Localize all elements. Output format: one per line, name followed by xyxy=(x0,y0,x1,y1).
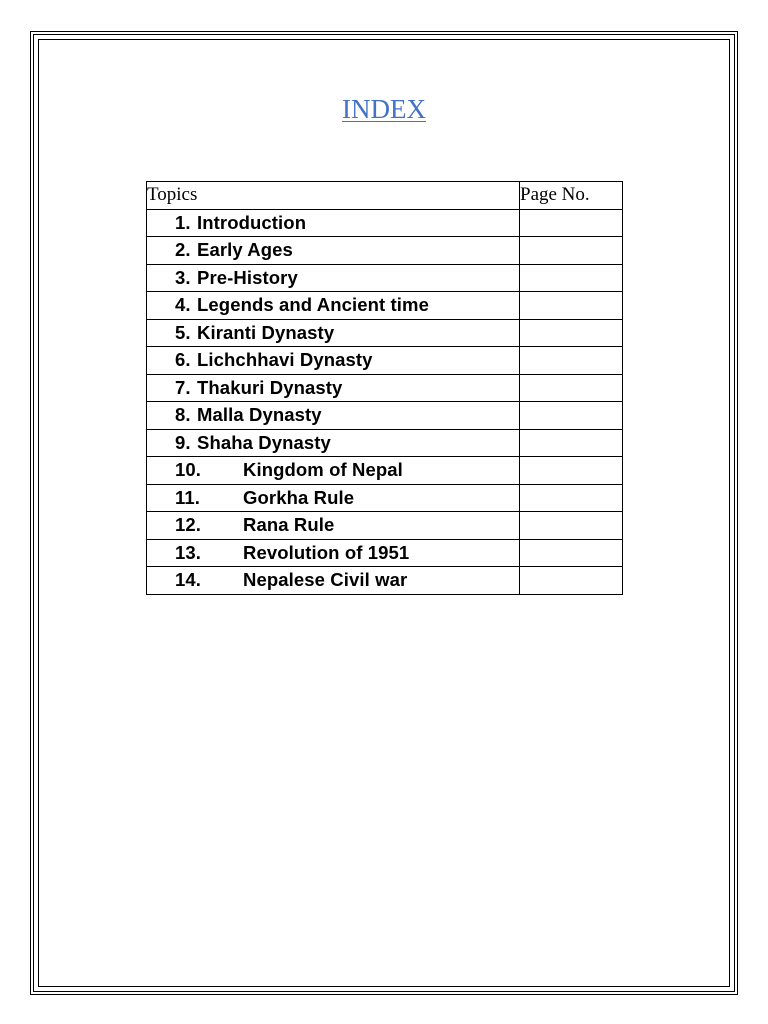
topic-label: Lichchhavi Dynasty xyxy=(197,349,373,371)
topic-cell xyxy=(147,209,520,237)
page-cell xyxy=(520,512,623,540)
table-row xyxy=(147,209,623,237)
table-row xyxy=(147,539,623,567)
index-table xyxy=(146,181,623,595)
topic-label: Thakuri Dynasty xyxy=(197,376,343,398)
page-cell xyxy=(520,567,623,595)
topic-cell xyxy=(147,567,520,595)
topic-number: 10. xyxy=(175,459,202,481)
topic-cell xyxy=(147,512,520,540)
table-row xyxy=(147,319,623,347)
topic-number: 9. xyxy=(175,431,191,453)
topic-cell xyxy=(147,539,520,567)
topic-cell xyxy=(147,457,520,485)
page-cell xyxy=(520,264,623,292)
table-row xyxy=(147,484,623,512)
table-row xyxy=(147,237,623,265)
topic-cell xyxy=(147,264,520,292)
page-title: INDEX xyxy=(342,94,426,124)
topic-cell xyxy=(147,484,520,512)
topic-number: 13. xyxy=(175,541,202,563)
topic-number: 14. xyxy=(175,569,202,591)
topic-number: 5. xyxy=(175,321,191,343)
topic-number: 2. xyxy=(175,239,191,261)
page-cell xyxy=(520,237,623,265)
table-row xyxy=(147,567,623,595)
table-row xyxy=(147,347,623,375)
topic-number: 7. xyxy=(175,376,191,398)
page-cell xyxy=(520,319,623,347)
topic-label: Early Ages xyxy=(197,239,293,261)
topic-number: 8. xyxy=(175,404,191,426)
page-cell xyxy=(520,292,623,320)
page-cell xyxy=(520,402,623,430)
topic-cell xyxy=(147,347,520,375)
topic-label: Kingdom of Nepal xyxy=(243,459,403,481)
table-header-row xyxy=(147,182,623,210)
page-cell xyxy=(520,209,623,237)
page-cell xyxy=(520,457,623,485)
table-row xyxy=(147,457,623,485)
topic-number: 3. xyxy=(175,266,191,288)
table-row xyxy=(147,292,623,320)
page-cell xyxy=(520,347,623,375)
topic-number: 11. xyxy=(175,486,200,508)
topics-header: Topics xyxy=(147,182,520,210)
table-row xyxy=(147,429,623,457)
topic-label: Kiranti Dynasty xyxy=(197,321,335,343)
topic-number: 12. xyxy=(175,514,202,536)
topic-label: Malla Dynasty xyxy=(197,404,322,426)
topic-number: 6. xyxy=(175,349,191,371)
topic-label: Rana Rule xyxy=(243,514,335,536)
page-no-header: Page No. xyxy=(520,182,623,210)
page-cell xyxy=(520,484,623,512)
topic-number: 1. xyxy=(175,211,191,233)
topic-label: Gorkha Rule xyxy=(243,486,355,508)
table-row xyxy=(147,512,623,540)
topic-cell xyxy=(147,319,520,347)
topic-label: Introduction xyxy=(197,211,307,233)
table-row xyxy=(147,402,623,430)
table-row xyxy=(147,374,623,402)
topic-cell xyxy=(147,292,520,320)
topic-cell xyxy=(147,402,520,430)
topic-cell xyxy=(147,429,520,457)
page-cell xyxy=(520,374,623,402)
table-row xyxy=(147,264,623,292)
topic-number: 4. xyxy=(175,294,191,316)
topic-label: Revolution of 1951 xyxy=(243,541,410,563)
topic-label: Nepalese Civil war xyxy=(243,569,408,591)
topic-label: Pre-History xyxy=(197,266,298,288)
page-cell xyxy=(520,429,623,457)
topic-cell xyxy=(147,237,520,265)
page-cell xyxy=(520,539,623,567)
topic-label: Legends and Ancient time xyxy=(197,294,429,316)
topic-cell xyxy=(147,374,520,402)
topic-label: Shaha Dynasty xyxy=(197,431,331,453)
